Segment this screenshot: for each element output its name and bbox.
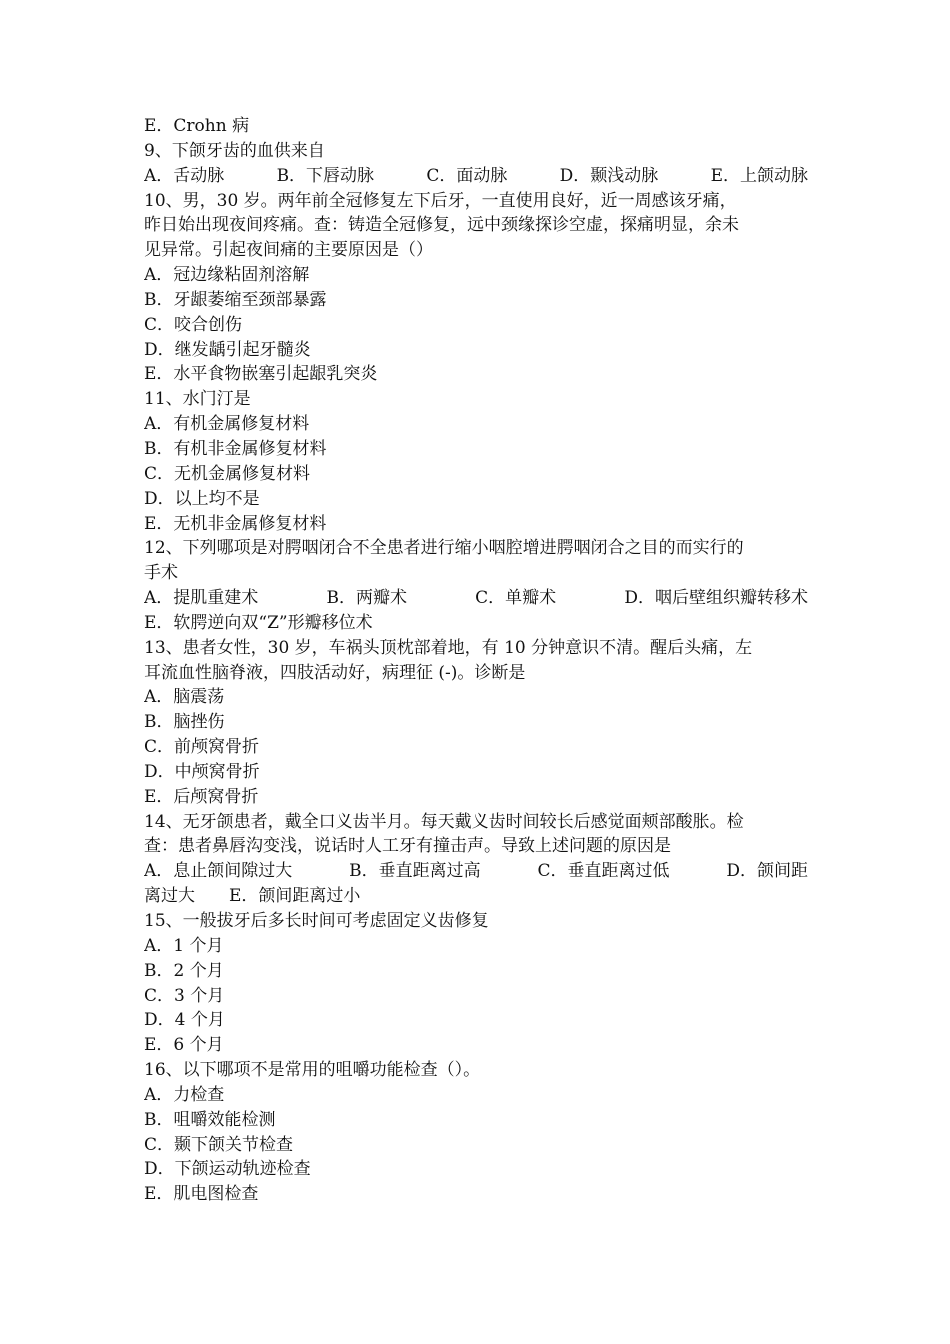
option-line: B．脑挫伤 — [144, 712, 225, 733]
option-e: E．上颌动脉 — [710, 165, 808, 186]
option-b: B．垂直距离过高 — [349, 861, 481, 882]
option-line: E．6 个月 — [144, 1035, 224, 1056]
question-10-cont: 见异常。引起夜间痛的主要原因是（） — [144, 240, 433, 261]
option-line: D．中颅窝骨折 — [144, 761, 260, 782]
question-13: 13、患者女性，30 岁，车祸头顶枕部着地，有 10 分钟意识不清。醒后头痛，左 — [144, 637, 753, 658]
option-a: A．舌动脉 — [144, 165, 225, 186]
question-10: 10、男，30 岁。两年前全冠修复左下后牙，一直使用良好，近一周感该牙痛， — [144, 190, 737, 211]
option-line: E．软腭逆向双“Z”形瓣移位术 — [144, 612, 373, 633]
option-line: B．牙龈萎缩至颈部暴露 — [144, 289, 327, 310]
text-line: E．Crohn 病 — [144, 116, 250, 136]
question-9: 9、下颌牙齿的血供来自 — [144, 140, 325, 161]
option-line: B．2 个月 — [144, 960, 224, 981]
option-line: C．无机金属修复材料 — [144, 463, 311, 484]
option-d: D．颞浅动脉 — [559, 165, 659, 186]
option-line: E．无机非金属修复材料 — [144, 513, 327, 534]
option-line: C．咬合创伤 — [144, 314, 243, 335]
option-line: A．脑震荡 — [144, 687, 225, 708]
option-line: E．后颅窝骨折 — [144, 786, 259, 807]
question-15: 15、一般拔牙后多长时间可考虑固定义齿修复 — [144, 911, 489, 931]
option-line: D．4 个月 — [144, 1010, 225, 1031]
document-page — [144, 114, 808, 1207]
option-line: C．3 个月 — [144, 985, 225, 1006]
question-14-cont: 查：患者鼻唇沟变浅，说话时人工牙有撞击声。导致上述问题的原因是 — [144, 836, 671, 857]
option-b: B．下唇动脉 — [276, 165, 375, 186]
question-9-options — [144, 164, 808, 189]
option-line: D．下颌运动轨迹检查 — [144, 1159, 311, 1180]
option-line: C．前颅窝骨折 — [144, 737, 260, 758]
option-b: B．两瓣术 — [326, 588, 407, 609]
question-13-cont: 耳流血性脑脊液，四肢活动好，病理征 (-)。诊断是 — [144, 662, 526, 683]
option-line: A．力检查 — [144, 1084, 225, 1105]
question-16: 16、以下哪项不是常用的咀嚼功能检查（）。 — [144, 1060, 481, 1081]
option-c: C．单瓣术 — [475, 588, 557, 609]
option-d: D．咽后壁组织瓣转移术 — [624, 588, 808, 609]
option-c: C．面动脉 — [426, 165, 508, 186]
option-a: A．息止颌间隙过大 — [144, 861, 293, 882]
option-line: D．继发龋引起牙髓炎 — [144, 339, 311, 360]
question-14: 14、无牙颌患者，戴全口义齿半月。每天戴义齿时间较长后感觉面颊部酸胀。检 — [144, 811, 744, 832]
option-c: C．垂直距离过低 — [537, 861, 670, 882]
question-12: 12、下列哪项是对腭咽闭合不全患者进行缩小咽腔增进腭咽闭合之目的而实行的 — [144, 538, 744, 559]
option-d: D．颌间距 — [726, 861, 808, 882]
question-11: 11、水门汀是 — [144, 389, 251, 410]
question-10-cont: 昨日始出现夜间疼痛。查：铸造全冠修复，远中颈缘探诊空虚，探痛明显，余未 — [144, 215, 739, 236]
option-line: B．咀嚼效能检测 — [144, 1109, 276, 1130]
option-line: D．以上均不是 — [144, 488, 260, 509]
question-12-options — [144, 586, 808, 611]
option-line: E．水平食物嵌塞引起龈乳突炎 — [144, 364, 378, 385]
option-line: 离过大 E．颌间距离过小 — [144, 886, 361, 907]
option-a: A．提肌重建术 — [144, 588, 259, 609]
question-14-options — [144, 859, 808, 884]
option-line: A．冠边缘粘固剂溶解 — [144, 265, 310, 286]
option-line: E．肌电图检查 — [144, 1184, 259, 1205]
option-line: C．颞下颌关节检查 — [144, 1134, 294, 1155]
option-line: A．1 个月 — [144, 935, 224, 956]
question-12-cont: 手术 — [144, 563, 178, 584]
option-line: B．有机非金属修复材料 — [144, 438, 327, 459]
option-line: A．有机金属修复材料 — [144, 414, 310, 435]
